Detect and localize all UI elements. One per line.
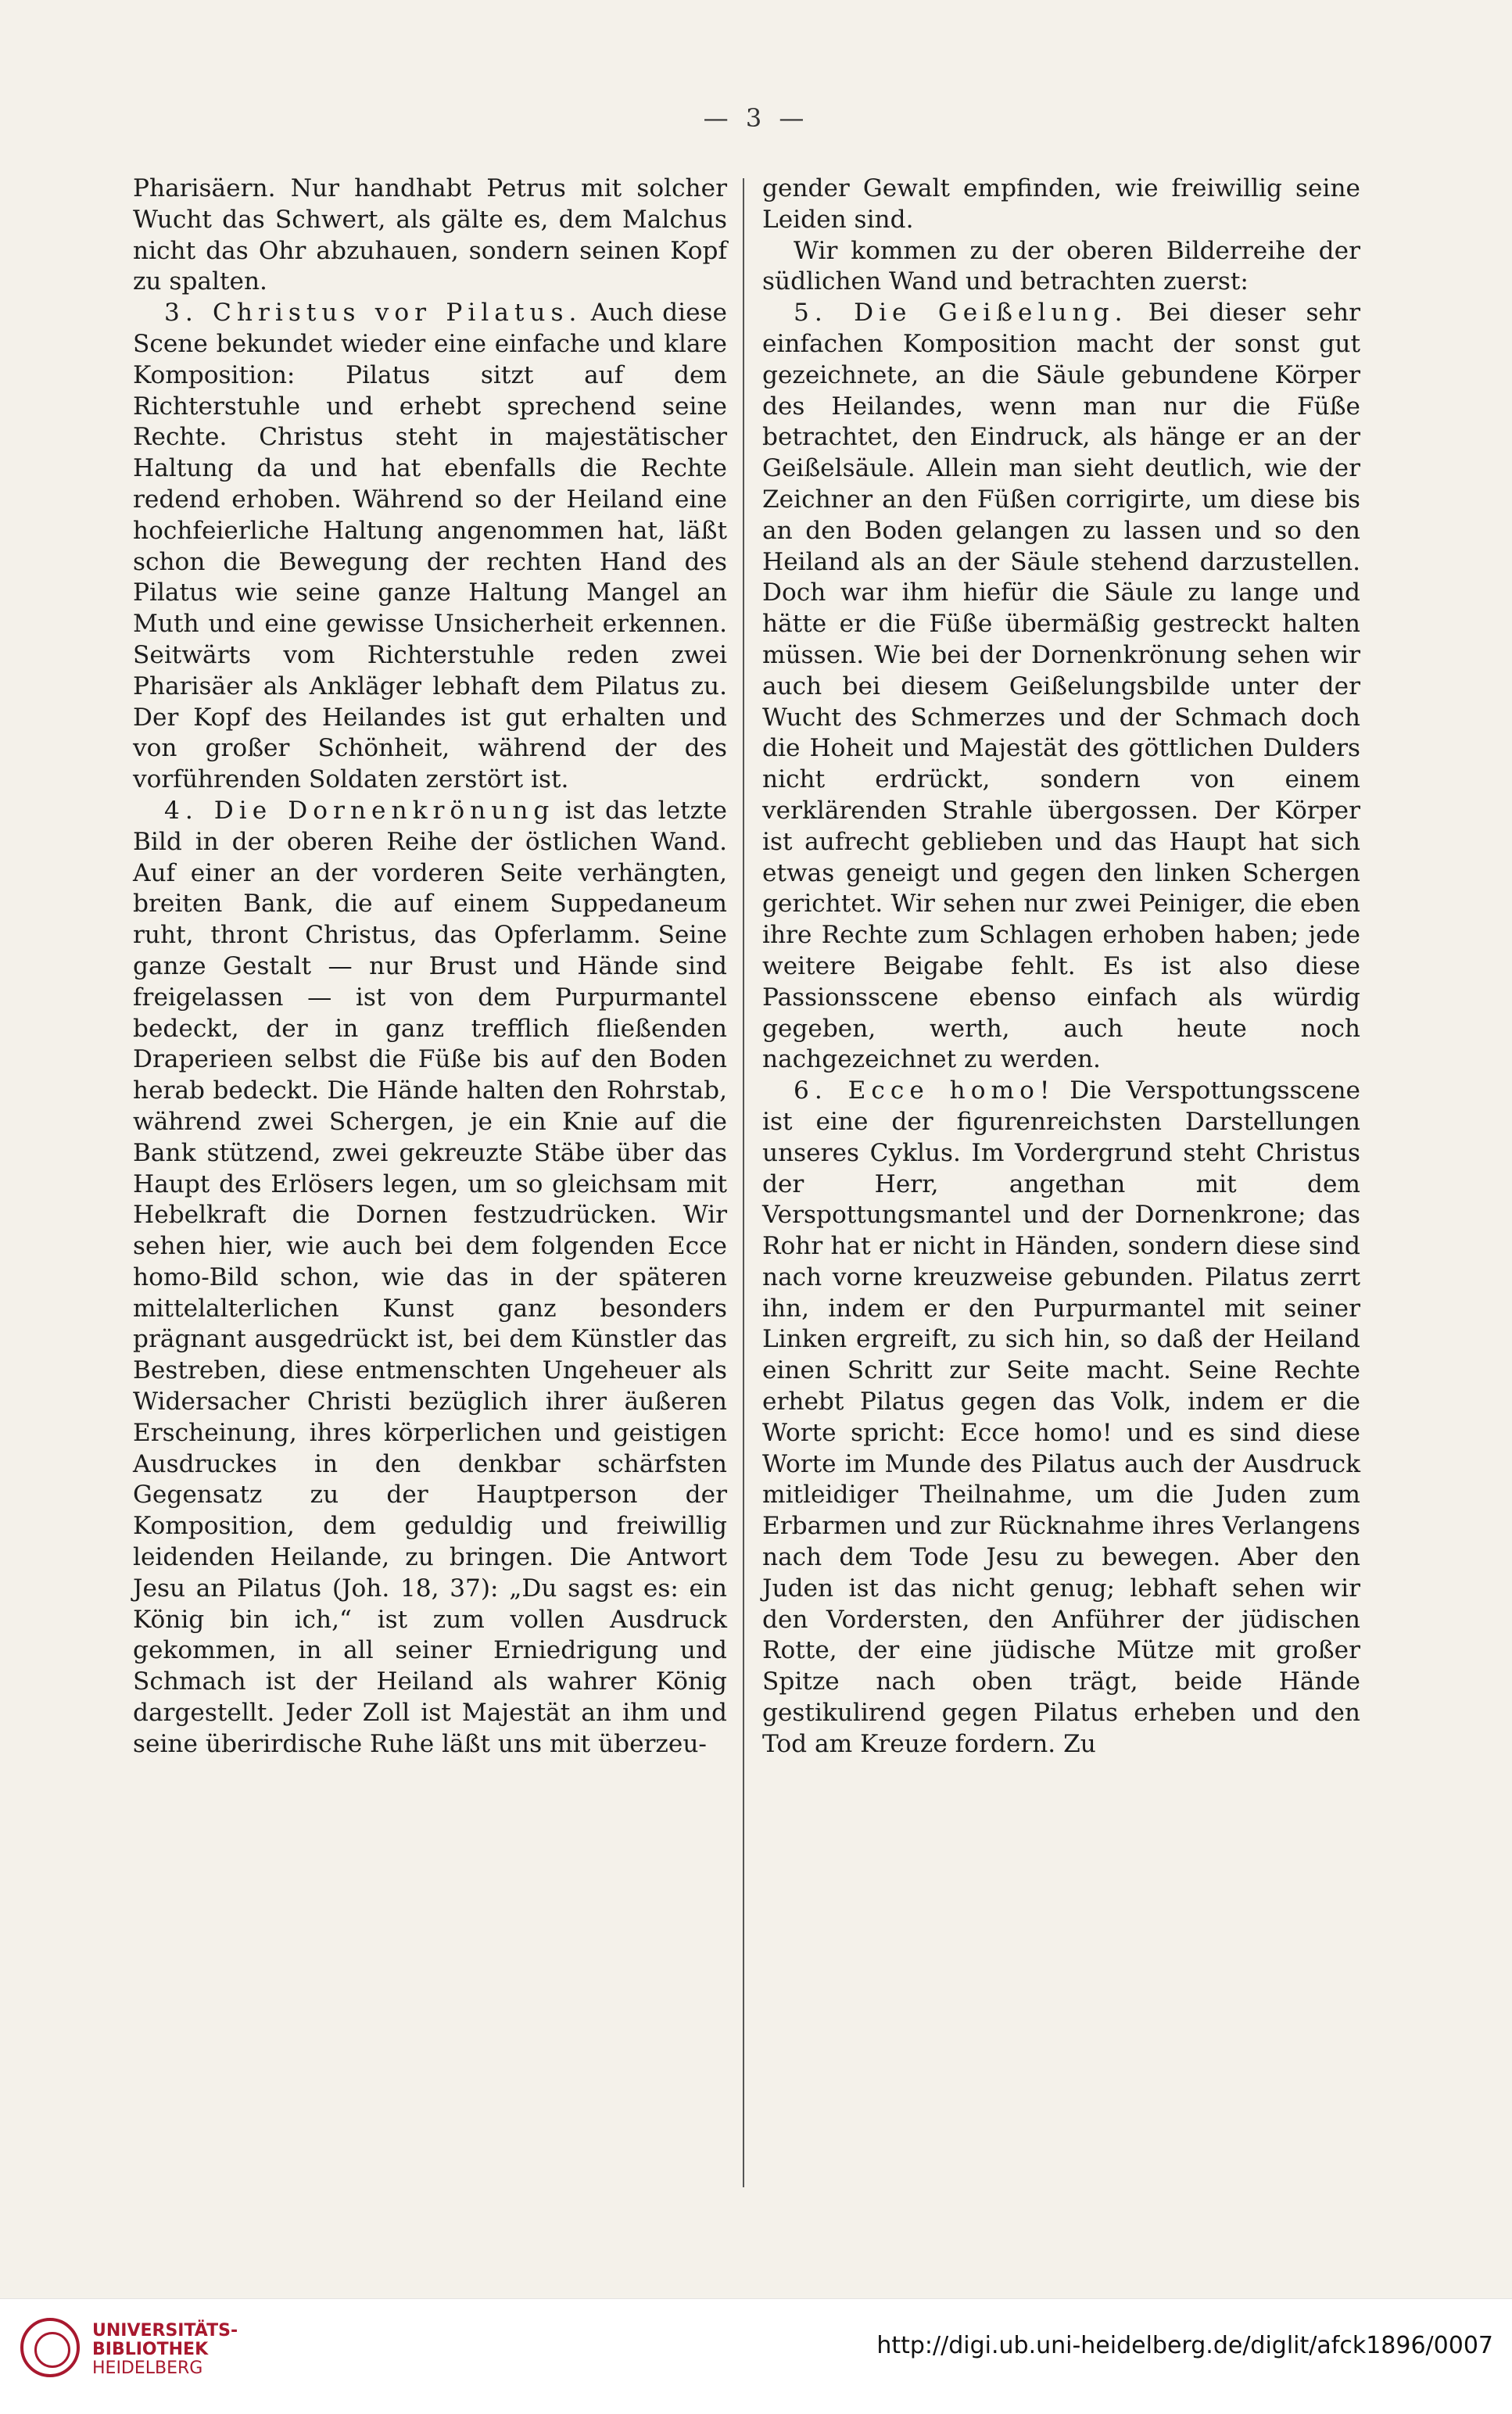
source-url-link[interactable]: http://digi.ub.uni-heidelberg.de/diglit/afck1896/0007 [876,2332,1493,2359]
paragraph-5: Wir kommen zu der oberen Bilderreihe der südlichen Wand und betrachten zuerst: [762,236,1360,296]
paragraph-6: 5. Die Geißelung. Bei dieser sehr einfachen Komposition macht der sonst gut gezeichnete, an die Säule gebundene Körper des Heilandes, wenn man nur die Füße betrachtet, den Eindruck, als hänge er an der Geißelsäule. Allein man sieht deutlich, wie der Zeichner an den Füßen corrigirte, um diese bis an den Boden gelangen zu lassen und so den Heiland als an der Säule stehend darzustellen. Doch war ihm hiefür die Säule zu lange und hätte er die Füße übermäßig gestreckt halten müssen. Wie bei der Dornenkrönung sehen wir auch bei diesem Geißelungsbilde unter der Wucht des Schmerzes und der Schmach doch die Hoheit und Majestät des göttlichen Dulders nicht erdrückt, sondern von einem verklärenden Strahle übergossen. Der Körper ist aufrecht geblieben und das Haupt hat sich etwas geneigt und gegen den linken Schergen gerichtet. Wir sehen nur zwei Peiniger, die eben ihre Rechte zum Schlagen erhoben haben; jede weitere Beigabe fehlt. Es ist also diese Passionsscene ebenso einfach als würdig gegeben, werth, auch heute noch nachgezeichnet zu werden. [762,299,1360,1074]
paragraph-1: Pharisäern. Nur handhabt Petrus mit solcher Wucht das Schwert, als gälte es, dem Malchus nicht das Ohr abzuhauen, sondern seinen Kopf zu spalten. [133,174,727,296]
page-number: — 3 — [703,103,809,133]
paragraph-4: gender Gewalt empfinden, wie freiwillig seine Leiden sind. [762,174,1360,234]
column-divider [743,178,744,2187]
paragraph-7: 6. Ecce homo! Die Verspottungsscene ist eine der figurenreichsten Darstellungen unseres Cyklus. Im Vordergrund steht Christus der Herr, angethan mit dem Verspottungsmantel und der Dornenkrone; das Rohr hat er nicht in Händen, sondern diese sind nach vorne kreuzweise gebunden. Pilatus zerrt ihn, indem er den Purpurmantel mit seiner Linken ergreift, zu sich hin, so daß der Heiland einen Schritt zur Seite macht. Seine Rechte erhebt Pilatus gegen das Volk, indem er die Worte spricht: Ecce homo! und es sind diese Worte im Munde des Pilatus auch der Ausdruck mitleidiger Theilnahme, um die Juden zum Erbarmen und zur Rücknahme ihres Verlangens nach dem Tode Jesu zu bewegen. Aber den Juden ist das nicht genug; lebhaft sehen wir den Vordersten, den Anführer der jüdischen Rotte, der eine jüdische Mütze mit großer Spitze nach oben trägt, beide Hände gestikulirend gegen Pilatus erheben und den Tod am Kreuze fordern. Zu [762,1076,1360,1758]
section-heading: 3. Christus vor Pilatus. [164,299,582,328]
institution-logo-text: UNIVERSITÄTS- BIBLIOTHEK HEIDELBERG [92,2321,238,2378]
right-text-column [762,174,1360,1760]
section-heading: 6. Ecce homo! [794,1076,1055,1105]
paragraph-2: 3. Christus vor Pilatus. Auch diese Scene bekundet wieder eine einfache und klare Komposition: Pilatus sitzt auf dem Richterstuhle und erhebt sprechend seine Rechte. Christus steht in majestätischer Haltung da und hat ebenfalls die Rechte redend erhoben. Während so der Heiland eine hochfeierliche Haltung angenommen hat, läßt schon die Bewegung der rechten Hand des Pilatus wie seine ganze Haltung Mangel an Muth und eine gewisse Unsicherheit erkennen. Seitwärts vom Richterstuhle reden zwei Pharisäer als Ankläger lebhaft dem Pilatus zu. Der Kopf des Heilandes ist gut erhalten und von großer Schönheit, während der des vorführenden Soldaten zerstört ist. [133,299,727,794]
section-heading: 5. Die Geißelung. [794,299,1128,328]
left-text-column [133,174,727,1760]
university-seal-icon [20,2318,80,2377]
paragraph-3: 4. Die Dornenkrönung ist das letzte Bild in der oberen Reihe der östlichen Wand. Auf einer an der vorderen Seite verhängten, breiten Bank, die auf einem Suppedaneum ruht, thront Christus, das Opferlamm. Seine ganze Gestalt — nur Brust und Hände sind freigelassen — ist von dem Purpurmantel bedeckt, der in ganz trefflich fließenden Draperieen selbst die Füße bis auf den Boden herab bedeckt. Die Hände halten den Rohrstab, während zwei Schergen, je ein Knie auf die Bank stützend, zwei gekreuzte Stäbe über das Haupt des Erlösers legen, um so gleichsam mit Hebelkraft die Dornen festzudrücken. Wir sehen hier, wie auch bei dem folgenden Ecce homo-Bild schon, wie das in der späteren mittelalterlichen Kunst ganz besonders prägnant ausgedrückt ist, bei dem Künstler das Bestreben, diese entmenschten Ungeheuer als Widersacher Christi bezüglich ihrer äußeren Erscheinung, ihres körperlichen und geistigen Ausdruckes in den denkbar schärfsten Gegensatz zu der Hauptperson der Komposition, dem geduldig und freiwillig leidenden Heilande, zu bringen. Die Antwort Jesu an Pilatus (Joh. 18, 37): „Du sagst es: ein König bin ich,“ ist zum vollen Ausdruck gekommen, in all seiner Erniedrigung und Schmach ist der Heiland als wahrer König dargestellt. Jeder Zoll ist Majestät an ihm und seine überirdische Ruhe läßt uns mit überzeu- [133,796,727,1758]
section-heading: 4. Die Dornenkrönung [164,796,555,825]
